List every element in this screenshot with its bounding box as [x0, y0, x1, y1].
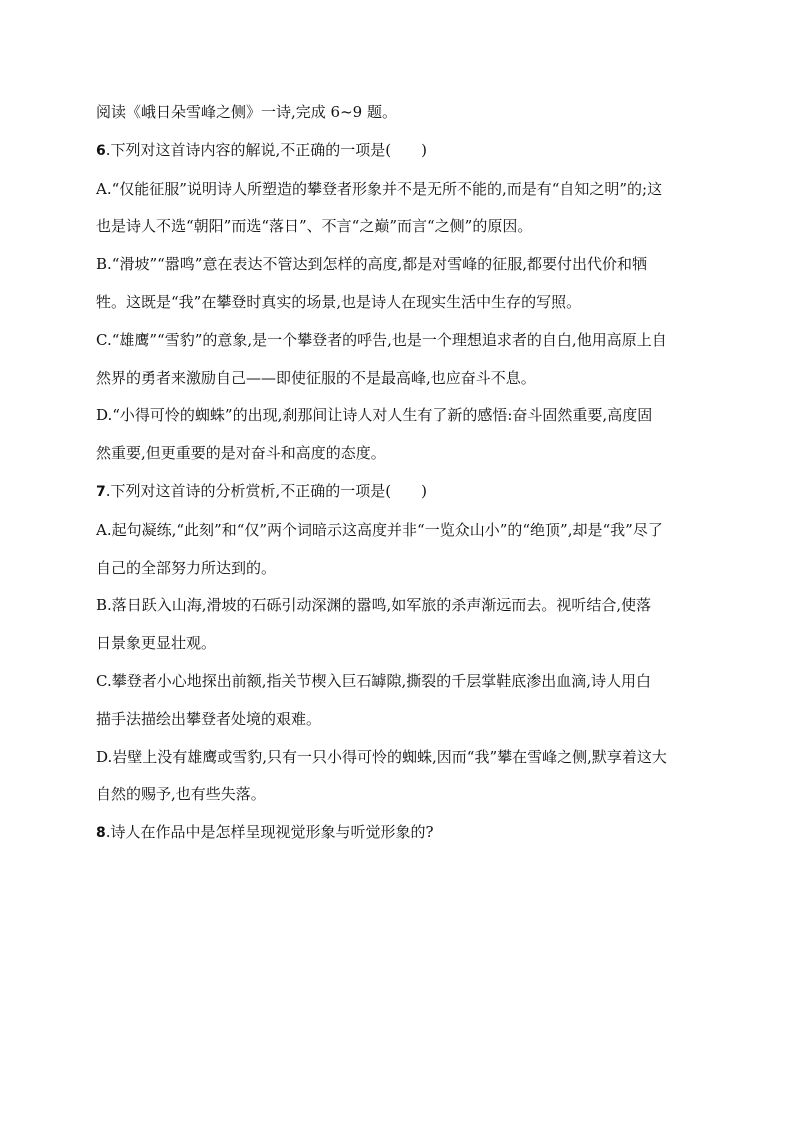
option-7c-line2: 描手法描绘出攀登者处境的艰难。: [96, 709, 322, 728]
question-6-stem: [96, 140, 702, 161]
option-6b-line2: 牲。这既是“我”在攀登时真实的场景,也是诗人在现实生活中生存的写照。: [96, 292, 582, 311]
option-6c-line1: C.“雄鹰”“雪豹”的意象,是一个攀登者的呼告,也是一个理想追求者的自白,他用高原上自: [96, 330, 667, 349]
question-number: 6: [96, 142, 106, 159]
intro-text: 阅读《峨日朵雪峰之侧》一诗,完成 6~9 题。: [96, 103, 397, 121]
option-6d-line1: D.“小得可怜的蜘蛛”的出现,刹那间让诗人对人生有了新的感悟:奋斗固然重要,高度固: [96, 406, 653, 425]
option-7d-line1: D.岩壁上没有雄鹰或雪豹,只有一只小得可怜的蜘蛛,因而“我”攀在雪峰之侧,默享着这大: [96, 747, 667, 766]
question-8-stem: [96, 822, 702, 843]
question-text: .诗人在作品中是怎样呈现视觉形象与听觉形象的?: [105, 823, 434, 842]
option-6a-line2: 也是诗人不选“朝阳”而选“落日”、不言“之巅”而言“之侧”的原因。: [96, 217, 533, 236]
option-6d-line2: 然重要,但更重要的是对奋斗和高度的态度。: [96, 444, 386, 463]
question-7-stem: [96, 481, 702, 502]
option-6a-line1: A.“仅能征服”说明诗人所塑造的攀登者形象并不是无所不能的,而是有“自知之明”的;这: [96, 179, 663, 198]
option-6c-line2: 然界的勇者来激励自己——即使征服的不是最高峰,也应奋斗不息。: [96, 368, 536, 387]
question-text: .下列对这首诗的分析赏析,不正确的一项是(: [105, 481, 392, 500]
question-number: 8: [96, 825, 106, 842]
option-7a-line1: A.起句凝练,“此刻”和“仅”两个词暗示这高度并非“一览众山小”的“绝顶”,却是“我”尽了: [96, 520, 663, 539]
paren-close: ): [421, 481, 427, 500]
option-7d-line2: 自然的赐予,也有些失落。: [96, 785, 266, 804]
option-7c-line1: C.攀登者小心地探出前额,指关节楔入巨石罅隙,撕裂的千层掌鞋底渗出血滴,诗人用白: [96, 671, 652, 690]
paren-close: ): [421, 140, 427, 159]
document-page: [96, 102, 702, 861]
question-text: .下列对这首诗内容的解说,不正确的一项是(: [105, 140, 392, 159]
option-6b-line1: B.“滑坡”“嚣鸣”意在表达不管达到怎样的高度,都是对雪峰的征服,都要付出代价和牺: [96, 255, 648, 274]
option-7a-line2: 自己的全部努力所达到的。: [96, 558, 277, 577]
option-7b-line2: 日景象更显壮观。: [96, 634, 217, 653]
option-7b-line1: B.落日跃入山海,滑坡的石砾引动深渊的嚣鸣,如军旅的杀声渐远而去。视听结合,使落: [96, 596, 652, 615]
question-number: 7: [96, 483, 106, 500]
